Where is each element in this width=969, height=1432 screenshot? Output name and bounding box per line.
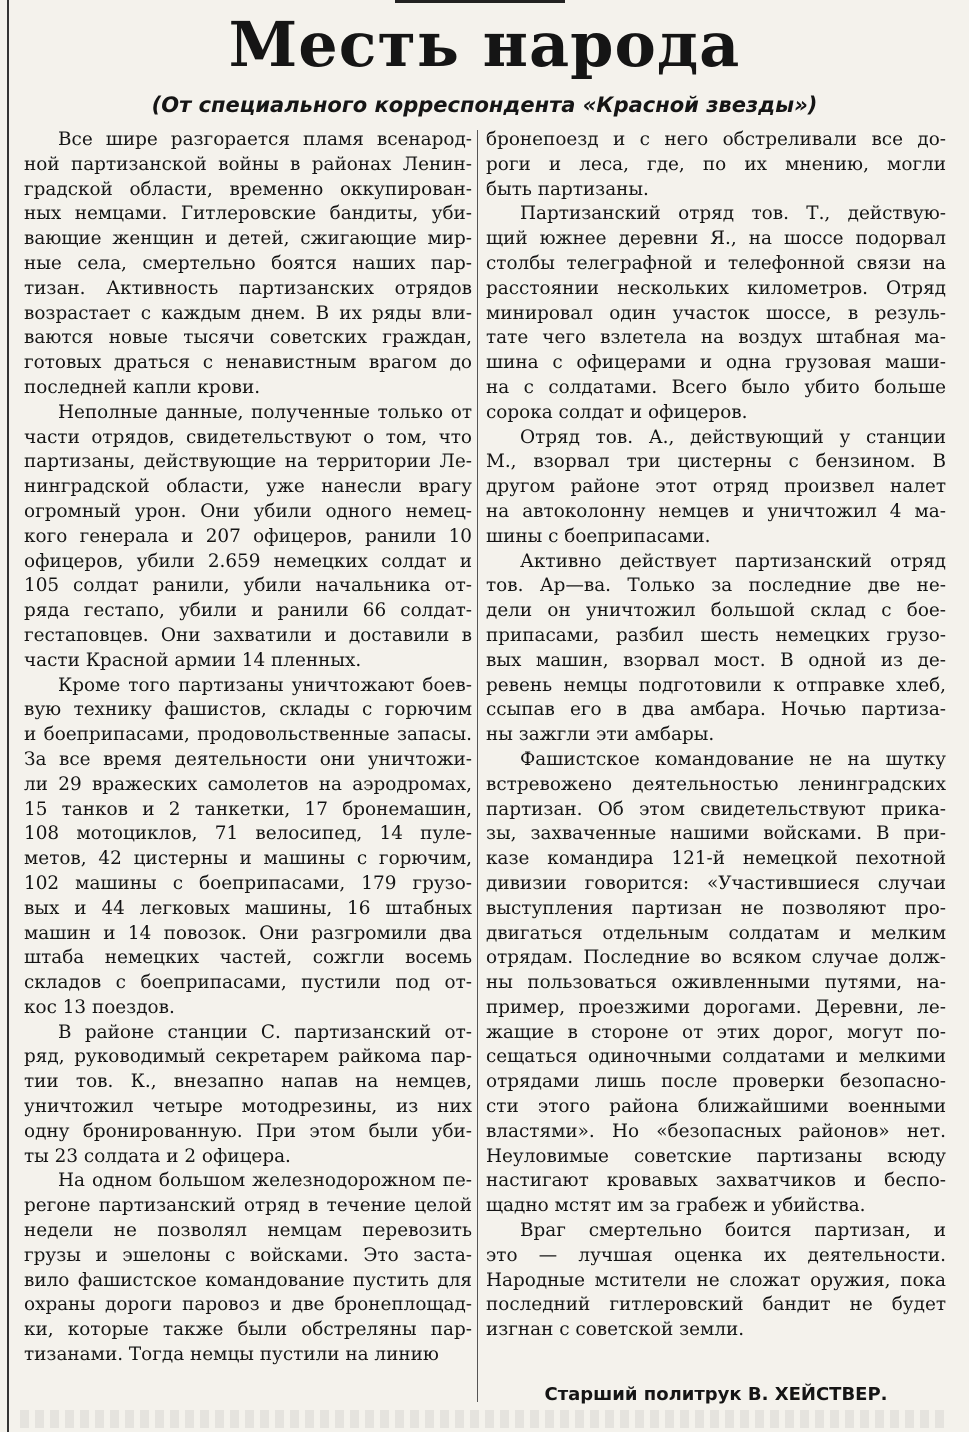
text-line: шина с офицерами и одна грузовая маши- — [486, 352, 946, 374]
text-line: и боеприпасами, продовольственные запасы. — [24, 724, 472, 746]
text-line: сти этого района ближайшими военными — [486, 1096, 946, 1118]
text-line: ты 23 солдата и 2 офицера. — [24, 1145, 291, 1167]
text-line: роги и леса, где, по их мнению, могли — [486, 153, 946, 175]
text-line: расстоянии нескольких километров. Отряд — [486, 277, 946, 299]
text-line: властями». Но «безопасных районов» нет. — [486, 1120, 946, 1142]
text-line: настигают кровавых захватчиков и беспо- — [486, 1170, 946, 1192]
text-line: партизаны, действующие на территории Ле- — [24, 451, 472, 473]
headline: Месть народа — [228, 8, 741, 81]
text-line: выступления партизан не позволяют про- — [486, 897, 946, 919]
text-line: ки, которые также были обстреляны пар- — [24, 1319, 472, 1341]
text-line: другом районе этот отряд произвел налет — [486, 476, 946, 498]
text-line: градской области, временно оккупирован- — [24, 178, 472, 200]
text-line: нинградской области, уже нанесли врагу — [24, 476, 472, 498]
text-line: дивизии говорится: «Участившиеся случаи — [486, 872, 946, 894]
text-line: быть партизаны. — [486, 178, 649, 200]
text-line: вых машин, взорвал мост. В одной из де- — [486, 649, 946, 671]
text-line: последний гитлеровский бандит не будет — [486, 1294, 946, 1316]
text-line: столбы телеграфной и телефонной связи на — [486, 252, 946, 274]
text-line: ны пользоваться оживленными путями, на- — [486, 972, 946, 994]
text-line: кого генерала и 207 офицеров, ранили 10 — [24, 525, 472, 547]
text-line: встревожено деятельностью ленинградских — [486, 773, 946, 795]
text-line: минировал один участок шоссе, в резуль- — [486, 302, 946, 324]
text-line: казе командира 121-й немецкой пехотной — [486, 848, 946, 870]
text-line: бронепоезд и с него обстреливали все до- — [486, 129, 946, 150]
text-line: Отряд тов. А., действующий у станции — [520, 426, 946, 448]
subtitle: (От специального корреспондента «Красной звезды») — [151, 93, 818, 117]
text-line: вую технику фашистов, склады с горючим — [24, 699, 472, 721]
text-line: тизан. Активность партизанских отрядов — [24, 277, 472, 299]
text-line: метов, 42 цистерны и машины с горючим, — [24, 848, 472, 870]
top-rule — [395, 0, 565, 3]
text-line: Кроме того партизаны уничтожают боев- — [58, 674, 472, 696]
text-line: шины с боеприпасами. — [486, 525, 711, 547]
text-line: изгнан с советской земли. — [486, 1319, 745, 1341]
text-line: регоне партизанский отряд в течение целой — [24, 1195, 472, 1217]
text-line: это — лучшая оценка их деятельности. — [486, 1244, 946, 1266]
text-line: партизан. Об этом свидетельствуют прика- — [486, 798, 946, 820]
text-line: зы, захваченные нашими войсками. В при- — [486, 823, 946, 845]
text-line: За все время деятельности они уничтожи- — [24, 748, 472, 770]
text-line: вых и 44 легковых машины, 16 штабных — [24, 897, 472, 919]
text-line: ряд, руководимый секретарем райкома пар- — [24, 1046, 472, 1068]
text-line: кос 13 поездов. — [24, 996, 175, 1018]
text-line: готовых драться с ненавистным врагом до — [24, 352, 472, 374]
text-line: Неуловимые советские партизаны всюду — [486, 1145, 946, 1167]
text-line: охраны дороги паровоз и две бронеплощад- — [24, 1294, 472, 1316]
text-line: Народные мстители не сложат оружия, пока — [486, 1269, 946, 1291]
text-line: части Красной армии 14 пленных. — [24, 649, 362, 671]
text-line: тов. Ар—ва. Только за последние две не- — [486, 575, 946, 597]
text-line: офицеров, убили 2.659 немецких солдат и — [24, 550, 472, 572]
signature: Старший политрук В. ХЕЙСТВЕР. — [544, 1384, 888, 1405]
text-line: 15 танков и 2 танкетки, 17 бронемашин, — [24, 798, 472, 820]
text-line: на с солдатами. Всего было убито больше — [486, 376, 946, 398]
text-line: отрядами лишь после проверки безопасно- — [486, 1071, 946, 1093]
print-bleed — [20, 1410, 950, 1428]
text-line: Все шире разгорается пламя всенарод- — [58, 129, 472, 150]
text-line: последней капли крови. — [24, 376, 261, 398]
text-line: Враг смертельно боится партизан, и — [520, 1220, 946, 1242]
text-line: грузы и эшелоны с войсками. Это заста- — [24, 1244, 472, 1266]
text-line: отрядам. Последние во всяком случае долж- — [486, 947, 946, 969]
text-line: уничтожил четыре мотодрезины, из них — [24, 1096, 472, 1118]
text-line: ной партизанской войны в районах Ленин- — [24, 153, 472, 175]
left-column — [24, 128, 472, 1368]
text-line: дели он уничтожил большой склад с бое- — [486, 600, 946, 622]
text-line: недели не позволял немцам перевозить — [24, 1220, 472, 1242]
text-line: щадно мстят им за грабеж и убийства. — [486, 1195, 866, 1217]
text-line: на автоколонну немцев и уничтожил 4 ма- — [486, 500, 946, 522]
text-line: ные села, смертельно боятся наших пар- — [24, 252, 472, 274]
column-divider — [477, 130, 478, 1402]
text-line: сещаться одиночными солдатами и мелкими — [486, 1046, 946, 1068]
text-line: ссыпав его в два амбара. Ночью партиза- — [486, 699, 946, 721]
text-line: 102 машины с боеприпасами, 179 грузо- — [24, 872, 472, 894]
text-line: ряда гестапо, убили и ранили 66 солдат- — [24, 600, 472, 622]
text-line: Партизанский отряд тов. Т., действую- — [520, 203, 946, 225]
text-line: одну бронированную. При этом были уби- — [24, 1120, 472, 1142]
text-line: ны зажгли эти амбары. — [486, 724, 715, 746]
text-line: Активно действует партизанский отряд — [520, 550, 946, 572]
text-line: Фашистское командование не на шутку — [520, 748, 946, 770]
text-line: 105 солдат ранили, убили начальника от- — [24, 575, 472, 597]
text-line: ных немцами. Гитлеровские бандиты, уби- — [24, 203, 472, 225]
text-line: двигаться отдельным солдатам и мелким — [486, 922, 946, 944]
text-line: гестаповцев. Они захватили и доставили в — [24, 624, 472, 646]
text-line: части отрядов, свидетельствуют о том, что — [24, 426, 472, 448]
text-line: вающие женщин и детей, сжигающие мир- — [24, 228, 472, 250]
text-line: жащие в стороне от этих дорог, могут по- — [486, 1021, 946, 1043]
text-line: ли 29 вражеских самолетов на аэродромах, — [24, 773, 472, 795]
text-line: вило фашистское командование пустить для — [24, 1269, 472, 1291]
text-line: ревень немцы подготовили к отправке хлеб, — [486, 674, 946, 696]
text-line: припасами, разбил шесть немецких грузо- — [486, 624, 946, 646]
text-line: тии тов. К., внезапно напав на немцев, — [24, 1071, 472, 1093]
right-column — [486, 128, 946, 1343]
text-line: тате чего взлетела на воздух штабная ма- — [486, 327, 946, 349]
text-line: ваются новые тысячи советских граждан, — [24, 327, 472, 349]
text-line: щий южнее деревни Я., на шоссе подорвал — [486, 228, 946, 250]
page-edge-rule — [7, 0, 9, 1432]
text-line: тизанами. Тогда немцы пустили на линию — [24, 1344, 439, 1366]
text-line: пример, проезжими дорогами. Деревни, ле- — [486, 996, 946, 1018]
text-line: На одном большом железнодорожном пе- — [58, 1170, 472, 1192]
text-line: складов с боеприпасами, пустили под от- — [24, 972, 472, 994]
text-line: сорока солдат и офицеров. — [486, 401, 748, 423]
text-line: штаба немецких частей, сожгли восемь — [24, 947, 472, 969]
text-line: В районе станции С. партизанский от- — [58, 1021, 472, 1043]
text-line: М., взорвал три цистерны с бензином. В — [486, 451, 946, 473]
text-line: Неполные данные, полученные только от — [58, 401, 472, 423]
text-line: огромный урон. Они убили одного немец- — [24, 500, 472, 522]
text-line: возрастает с каждым днем. В их ряды вли- — [24, 302, 472, 324]
text-line: 108 мотоциклов, 71 велосипед, 14 пуле- — [24, 823, 472, 845]
text-line: машин и 14 повозок. Они разгромили два — [24, 922, 472, 944]
